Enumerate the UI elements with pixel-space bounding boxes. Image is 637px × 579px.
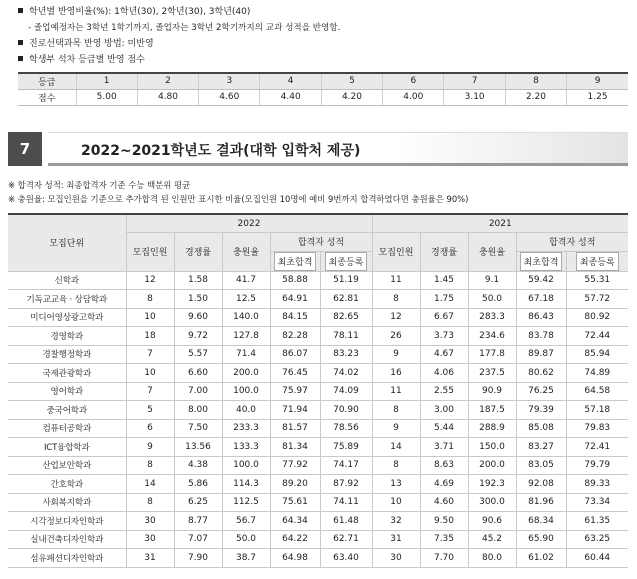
initial-pass-2021-cell: 65.90: [516, 530, 566, 549]
fill-rate-2021-cell: 192.3: [468, 475, 516, 494]
initial-pass-2022-cell: 64.91: [270, 290, 320, 309]
dept-header: 모집단위: [8, 214, 126, 271]
competition-2022-cell: 6.25: [174, 493, 222, 512]
table-row: [8, 290, 628, 309]
final-registration-2021-cell: 64.58: [566, 382, 628, 401]
final-registration-2021-cell: 61.35: [566, 512, 628, 531]
competition-2022-cell: 7.07: [174, 530, 222, 549]
fill-rate-2022-cell: 114.3: [222, 475, 270, 494]
final-registration-2022-cell: 83.23: [320, 345, 372, 364]
final-registration-2021-cell: 57.72: [566, 290, 628, 309]
score-cell: 4.60: [199, 89, 260, 105]
quota-2021-cell: 10: [372, 493, 420, 512]
fill-rate-2022-cell: 140.0: [222, 308, 270, 327]
bullet-elective-method: 진로선택과목 반영 방법: 미반영: [18, 36, 628, 52]
year-2021-header: 2021: [372, 214, 628, 233]
quota-2021-cell: 14: [372, 438, 420, 457]
dept-cell: 기독교교육 · 상담학과: [8, 290, 126, 309]
square-bullet-icon: [18, 40, 23, 45]
grade-cell: 4: [260, 73, 321, 89]
competition-header: 경쟁률: [420, 233, 468, 272]
table-row: [8, 382, 628, 401]
fill-rate-2022-cell: 41.7: [222, 271, 270, 290]
fill-rate-2022-cell: 200.0: [222, 364, 270, 383]
competition-2021-cell: 1.45: [420, 271, 468, 290]
fill-rate-2022-cell: 233.3: [222, 419, 270, 438]
table-row: [8, 512, 628, 531]
final-registration-2021-cell: 85.94: [566, 345, 628, 364]
dept-cell: 국제관광학과: [8, 364, 126, 383]
year-header-row: [8, 214, 628, 233]
competition-2021-cell: 7.70: [420, 549, 468, 568]
dept-cell: 실내건축디자인학과: [8, 530, 126, 549]
square-bullet-icon: [18, 56, 23, 61]
initial-pass-2021-cell: 89.87: [516, 345, 566, 364]
fill-rate-2022-cell: 100.0: [222, 382, 270, 401]
final-registration-2021-cell: 80.92: [566, 308, 628, 327]
dept-cell: 영어학과: [8, 382, 126, 401]
year-2022-header: 2022: [126, 214, 372, 233]
competition-2022-cell: 5.57: [174, 345, 222, 364]
fill-rate-2022-cell: 56.7: [222, 512, 270, 531]
quota-2021-cell: 16: [372, 364, 420, 383]
initial-pass-2022-cell: 76.45: [270, 364, 320, 383]
final-registration-2022-cell: 87.92: [320, 475, 372, 494]
competition-2021-cell: 7.35: [420, 530, 468, 549]
initial-pass-2021-cell: 80.62: [516, 364, 566, 383]
final-registration-2021-cell: 79.83: [566, 419, 628, 438]
initial-pass-2021-cell: 67.18: [516, 290, 566, 309]
section-title-bar: [48, 132, 628, 166]
fill-rate-2021-cell: 288.9: [468, 419, 516, 438]
dept-cell: 컴퓨터공학과: [8, 419, 126, 438]
initial-pass-2022-cell: 75.61: [270, 493, 320, 512]
grade-cell: 2: [137, 73, 198, 89]
initial-pass-2021-cell: 83.27: [516, 438, 566, 457]
competition-2022-cell: 7.50: [174, 419, 222, 438]
quota-header: 모집인원: [126, 233, 174, 272]
competition-2021-cell: 8.63: [420, 456, 468, 475]
fill-rate-header: 충원율: [222, 233, 270, 272]
quota-2021-cell: 9: [372, 345, 420, 364]
section-title: 2022~2021학년도 결과(대학 입학처 제공): [81, 143, 361, 159]
dept-cell: 미디어영상광고학과: [8, 308, 126, 327]
quota-2022-cell: 6: [126, 419, 174, 438]
table-row: [8, 530, 628, 549]
competition-2022-cell: 7.00: [174, 382, 222, 401]
dept-cell: 경찰행정학과: [8, 345, 126, 364]
quota-2021-cell: 31: [372, 530, 420, 549]
competition-2022-cell: 8.00: [174, 401, 222, 420]
results-body: [8, 271, 628, 567]
quota-2022-cell: 7: [126, 382, 174, 401]
score-cell: 3.10: [444, 89, 505, 105]
dept-cell: 중국어학과: [8, 401, 126, 420]
quota-2021-cell: 32: [372, 512, 420, 531]
fill-rate-2021-cell: 9.1: [468, 271, 516, 290]
quota-2022-cell: 18: [126, 327, 174, 346]
initial-pass-2021-cell: 81.96: [516, 493, 566, 512]
competition-header: 경쟁률: [174, 233, 222, 272]
dept-cell: 산업보안학과: [8, 456, 126, 475]
quota-2022-cell: 31: [126, 549, 174, 568]
final-registration-2022-cell: 63.40: [320, 549, 372, 568]
fill-rate-2022-cell: 40.0: [222, 401, 270, 420]
initial-pass-2022-cell: 81.34: [270, 438, 320, 457]
table-row: [8, 475, 628, 494]
final-registration-2021-cell: 72.44: [566, 327, 628, 346]
competition-2022-cell: 4.38: [174, 456, 222, 475]
initial-pass-2021-cell: 59.42: [516, 271, 566, 290]
quota-2022-cell: 9: [126, 438, 174, 457]
dept-cell: 신학과: [8, 271, 126, 290]
competition-2022-cell: 13.56: [174, 438, 222, 457]
fill-rate-2022-cell: 38.7: [222, 549, 270, 568]
final-registration-2022-cell: 74.09: [320, 382, 372, 401]
quota-2021-cell: 11: [372, 271, 420, 290]
initial-pass-2021-cell: 61.02: [516, 549, 566, 568]
final-registration-2021-cell: 57.18: [566, 401, 628, 420]
fill-rate-2021-cell: 50.0: [468, 290, 516, 309]
score-cell: 1.25: [567, 89, 628, 105]
quota-2021-cell: 9: [372, 419, 420, 438]
table-row: [8, 327, 628, 346]
competition-2022-cell: 6.60: [174, 364, 222, 383]
final-registration-2021-cell: 79.79: [566, 456, 628, 475]
competition-2022-cell: 5.86: [174, 475, 222, 494]
competition-2022-cell: 7.90: [174, 549, 222, 568]
competition-2021-cell: 3.71: [420, 438, 468, 457]
dept-cell: 간호학과: [8, 475, 126, 494]
initial-pass-header: 최초합격: [516, 251, 566, 271]
final-registration-2021-cell: 63.25: [566, 530, 628, 549]
competition-2022-cell: 1.50: [174, 290, 222, 309]
table-row: [8, 271, 628, 290]
competition-2021-cell: 4.67: [420, 345, 468, 364]
fill-rate-2022-cell: 112.5: [222, 493, 270, 512]
quota-2021-cell: 30: [372, 549, 420, 568]
initial-pass-2022-cell: 64.34: [270, 512, 320, 531]
fill-rate-2022-cell: 50.0: [222, 530, 270, 549]
initial-pass-2022-cell: 75.97: [270, 382, 320, 401]
fill-rate-2022-cell: 12.5: [222, 290, 270, 309]
initial-pass-2022-cell: 64.98: [270, 549, 320, 568]
score-cell: 4.20: [321, 89, 382, 105]
final-registration-2021-cell: 74.89: [566, 364, 628, 383]
final-registration-2022-cell: 61.48: [320, 512, 372, 531]
quota-2021-cell: 12: [372, 308, 420, 327]
bullet-grade-scores: 학생부 석차 등급별 반영 점수: [18, 52, 628, 68]
grade-cell: 3: [199, 73, 260, 89]
quota-2022-cell: 10: [126, 364, 174, 383]
section-number-badge: 7: [8, 132, 42, 166]
bullet-grade-weights: 학년별 반영비율(%): 1학년(30), 2학년(30), 3학년(40): [18, 4, 628, 20]
initial-pass-2022-cell: 71.94: [270, 401, 320, 420]
final-registration-2021-cell: 72.41: [566, 438, 628, 457]
final-registration-2022-cell: 51.19: [320, 271, 372, 290]
initial-pass-2022-cell: 86.07: [270, 345, 320, 364]
grade-cell: 5: [321, 73, 382, 89]
criteria-bullets: [18, 4, 628, 68]
quota-2021-cell: 26: [372, 327, 420, 346]
final-registration-2022-cell: 82.65: [320, 308, 372, 327]
score-row: [18, 89, 628, 105]
fill-rate-2021-cell: 234.6: [468, 327, 516, 346]
quota-2021-cell: 13: [372, 475, 420, 494]
final-registration-2021-cell: 73.34: [566, 493, 628, 512]
table-row: [8, 364, 628, 383]
quota-2022-cell: 5: [126, 401, 174, 420]
quota-2022-cell: 8: [126, 456, 174, 475]
fill-rate-2021-cell: 80.0: [468, 549, 516, 568]
initial-pass-2022-cell: 82.28: [270, 327, 320, 346]
fill-rate-2021-cell: 45.2: [468, 530, 516, 549]
competition-2021-cell: 3.00: [420, 401, 468, 420]
fill-rate-2022-cell: 127.8: [222, 327, 270, 346]
table-row: [8, 401, 628, 420]
grade-score-table: [18, 72, 628, 106]
quota-2022-cell: 12: [126, 271, 174, 290]
dept-cell: ICT융합학과: [8, 438, 126, 457]
table-row: [8, 345, 628, 364]
fill-rate-2021-cell: 90.9: [468, 382, 516, 401]
competition-2021-cell: 5.44: [420, 419, 468, 438]
fill-rate-2022-cell: 133.3: [222, 438, 270, 457]
quota-2021-cell: 8: [372, 290, 420, 309]
fill-rate-2022-cell: 71.4: [222, 345, 270, 364]
score-header: 합격자 성적: [516, 233, 628, 252]
dept-cell: 경영학과: [8, 327, 126, 346]
dept-cell: 사회복지학과: [8, 493, 126, 512]
bullet-graduation-note: - 졸업예정자는 3학년 1학기까지, 졸업자는 3학년 2학기까지의 교과 성적을 반영함.: [28, 23, 341, 33]
grade-cell: 7: [444, 73, 505, 89]
initial-pass-2021-cell: 86.43: [516, 308, 566, 327]
quota-2022-cell: 14: [126, 475, 174, 494]
competition-2021-cell: 2.55: [420, 382, 468, 401]
score-cell: 4.40: [260, 89, 321, 105]
fill-rate-2021-cell: 200.0: [468, 456, 516, 475]
score-header: 합격자 성적: [270, 233, 372, 252]
fill-rate-2021-cell: 300.0: [468, 493, 516, 512]
dept-cell: 섬유패션디자인학과: [8, 549, 126, 568]
quota-2022-cell: 8: [126, 290, 174, 309]
table-row: [8, 419, 628, 438]
final-registration-2022-cell: 78.11: [320, 327, 372, 346]
initial-pass-2021-cell: 85.08: [516, 419, 566, 438]
dept-cell: 시각정보디자인학과: [8, 512, 126, 531]
final-registration-2021-cell: 55.31: [566, 271, 628, 290]
table-row: [8, 438, 628, 457]
fill-rate-2021-cell: 283.3: [468, 308, 516, 327]
note-fill-rate: ※ 충원율: 모집인원을 기준으로 추가합격 된 인원만 표시한 비율(모집인원 10명에 예비 9번까지 합격하였다면 충원율은 90%): [8, 194, 469, 204]
initial-pass-header: 최초합격: [270, 251, 320, 271]
initial-pass-2022-cell: 64.22: [270, 530, 320, 549]
grade-cell: 6: [383, 73, 444, 89]
initial-pass-2022-cell: 81.57: [270, 419, 320, 438]
table-row: [8, 308, 628, 327]
competition-2021-cell: 3.73: [420, 327, 468, 346]
score-cell: 5.00: [76, 89, 137, 105]
competition-2021-cell: 6.67: [420, 308, 468, 327]
final-registration-2022-cell: 74.02: [320, 364, 372, 383]
score-cell: 4.80: [137, 89, 198, 105]
competition-2022-cell: 9.60: [174, 308, 222, 327]
initial-pass-2021-cell: 83.05: [516, 456, 566, 475]
table-row: [8, 493, 628, 512]
quota-2021-cell: 8: [372, 456, 420, 475]
quota-2022-cell: 30: [126, 512, 174, 531]
final-registration-2022-cell: 78.56: [320, 419, 372, 438]
score-cell: 4.00: [383, 89, 444, 105]
final-registration-2022-cell: 74.11: [320, 493, 372, 512]
initial-pass-2021-cell: 68.34: [516, 512, 566, 531]
fill-rate-2021-cell: 187.5: [468, 401, 516, 420]
fill-rate-2021-cell: 90.6: [468, 512, 516, 531]
initial-pass-2021-cell: 83.78: [516, 327, 566, 346]
notes: [8, 178, 628, 206]
initial-pass-2022-cell: 84.15: [270, 308, 320, 327]
quota-header: 모집인원: [372, 233, 420, 272]
table-row: [8, 456, 628, 475]
square-bullet-icon: [18, 8, 23, 13]
final-registration-2021-cell: 60.44: [566, 549, 628, 568]
quota-2022-cell: 30: [126, 530, 174, 549]
initial-pass-2021-cell: 79.39: [516, 401, 566, 420]
final-registration-2022-cell: 74.17: [320, 456, 372, 475]
section-header: [8, 132, 628, 168]
grade-cell: 1: [76, 73, 137, 89]
score-label: 점수: [18, 89, 76, 105]
final-registration-2022-cell: 70.90: [320, 401, 372, 420]
competition-2021-cell: 9.50: [420, 512, 468, 531]
final-registration-2022-cell: 62.71: [320, 530, 372, 549]
quota-2022-cell: 10: [126, 308, 174, 327]
fill-rate-2021-cell: 177.8: [468, 345, 516, 364]
score-cell: 2.20: [505, 89, 566, 105]
competition-2021-cell: 4.69: [420, 475, 468, 494]
final-registration-2022-cell: 75.89: [320, 438, 372, 457]
initial-pass-2022-cell: 58.88: [270, 271, 320, 290]
final-registration-2021-cell: 89.33: [566, 475, 628, 494]
quota-2022-cell: 8: [126, 493, 174, 512]
grade-header-row: [18, 73, 628, 89]
initial-pass-2021-cell: 76.25: [516, 382, 566, 401]
final-registration-header: 최종등록: [320, 251, 372, 271]
competition-2021-cell: 4.60: [420, 493, 468, 512]
quota-2021-cell: 8: [372, 401, 420, 420]
quota-2021-cell: 11: [372, 382, 420, 401]
competition-2022-cell: 9.72: [174, 327, 222, 346]
fill-rate-header: 충원율: [468, 233, 516, 272]
initial-pass-2022-cell: 89.20: [270, 475, 320, 494]
initial-pass-2021-cell: 92.08: [516, 475, 566, 494]
note-score-basis: ※ 합격자 성적: 최종합격자 기준 수능 백분위 평균: [8, 180, 191, 190]
final-registration-header: 최종등록: [566, 251, 628, 271]
competition-2022-cell: 8.77: [174, 512, 222, 531]
initial-pass-2022-cell: 77.92: [270, 456, 320, 475]
fill-rate-2021-cell: 237.5: [468, 364, 516, 383]
grade-header-label: 등급: [18, 73, 76, 89]
competition-2022-cell: 1.58: [174, 271, 222, 290]
fill-rate-2021-cell: 150.0: [468, 438, 516, 457]
competition-2021-cell: 4.06: [420, 364, 468, 383]
admission-results-table: [8, 213, 628, 568]
final-registration-2022-cell: 62.81: [320, 290, 372, 309]
quota-2022-cell: 7: [126, 345, 174, 364]
competition-2021-cell: 1.75: [420, 290, 468, 309]
grade-cell: 9: [567, 73, 628, 89]
table-row: [8, 549, 628, 568]
grade-cell: 8: [505, 73, 566, 89]
fill-rate-2022-cell: 100.0: [222, 456, 270, 475]
